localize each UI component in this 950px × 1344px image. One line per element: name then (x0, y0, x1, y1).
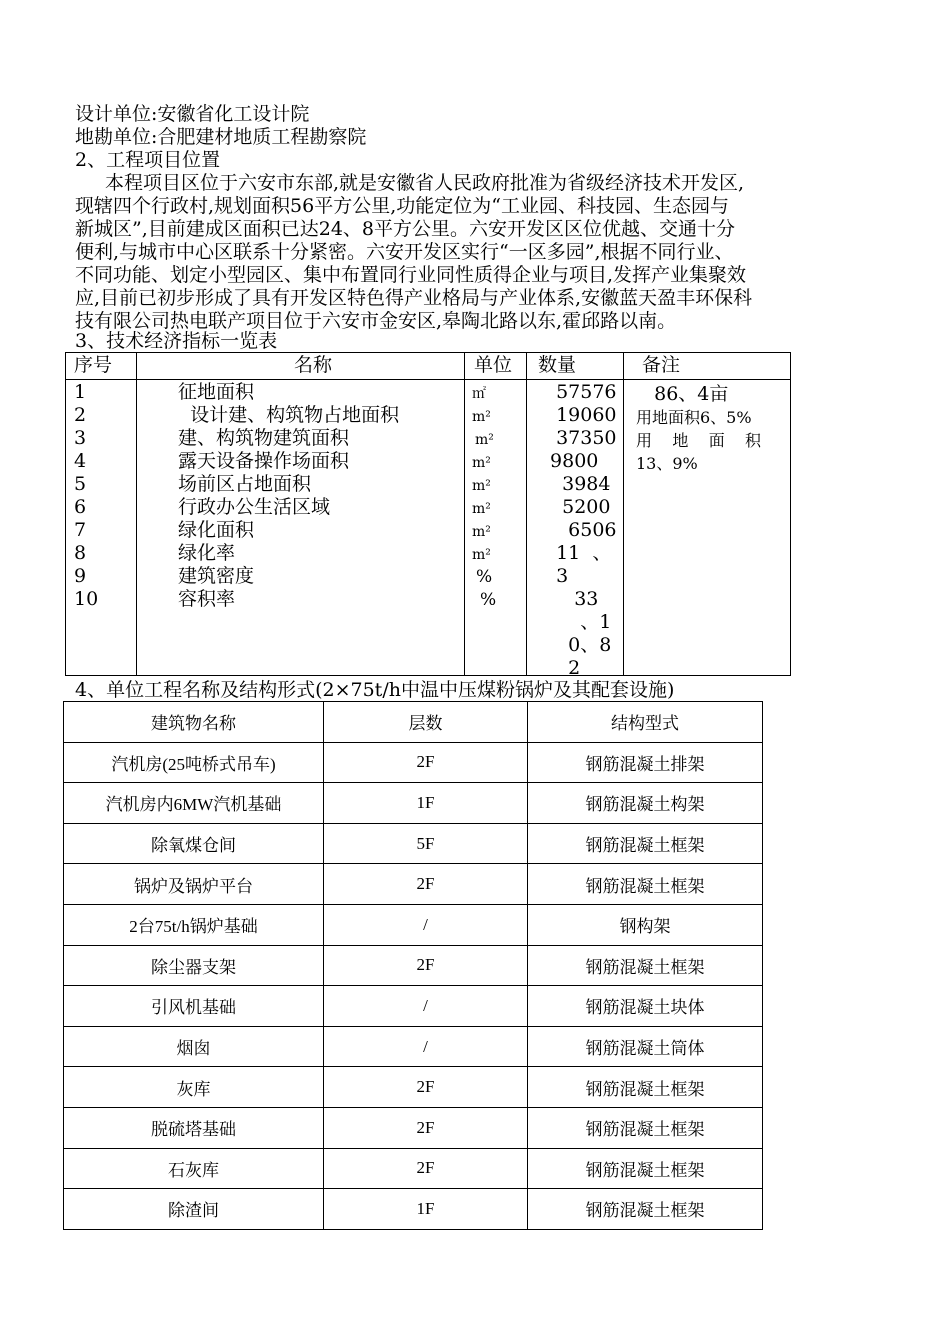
survey-unit-line: 地勘单位:合肥建材地质工程勘察院 (75, 126, 367, 148)
table-row (64, 1067, 763, 1108)
building-name-cell: 除渣间 (64, 1189, 324, 1230)
name-cell: 设计建、构筑物占地面积 (178, 404, 400, 426)
unit-cell: m² (472, 524, 491, 540)
note-line: 用 地 面 积 (636, 431, 762, 450)
name-cell: 建、构筑物建筑面积 (178, 427, 350, 449)
building-name-cell: 2台75t/h锅炉基础 (64, 904, 324, 945)
quantity-cell: 3 (544, 565, 569, 587)
structure-type-cell: 钢筋混凝土构架 (528, 783, 763, 824)
paragraph-line: 本程项目区位于六安市东部,就是安徽省人民政府批准为省级经济技术开发区, (105, 172, 745, 194)
building-name-cell: 除尘器支架 (64, 945, 324, 986)
structure-type-cell: 钢筋混凝土框架 (528, 1107, 763, 1148)
quantity-cell: 33 (544, 588, 599, 610)
building-name-cell: 锅炉及锅炉平台 (64, 864, 324, 905)
table-row (64, 783, 763, 824)
quantity-cell: 9800 (544, 450, 599, 472)
section-2-heading: 2、工程项目位置 (75, 149, 221, 171)
paragraph-line: 应,目前已初步形成了具有开发区特色得产业格局与产业体系,安徽蓝天盈丰环保科 (75, 287, 753, 309)
notes-cell (636, 383, 786, 475)
unit-cell: m² (475, 432, 494, 448)
note-line: 86、4亩 (636, 383, 729, 405)
name-cell: 露天设备操作场面积 (178, 450, 350, 472)
table-row (64, 904, 763, 945)
paragraph-line: 技有限公司热电联产项目位于六安市金安区,皋陶北路以东,霍邱路以南。 (75, 310, 677, 332)
building-name-cell: 脱硫塔基础 (64, 1107, 324, 1148)
seq-cell: 10 (74, 588, 99, 610)
name-cell: 场前区占地面积 (178, 473, 312, 495)
floors-cell: 2F (324, 1148, 528, 1189)
seq-cell: 3 (74, 427, 87, 449)
structure-type-cell: 钢筋混凝土块体 (528, 986, 763, 1027)
seq-cell: 5 (74, 473, 87, 495)
table-header-row (64, 702, 763, 743)
paragraph-line: 现辖四个行政村,规划面积56平方公里,功能定位为“工业园、科技园、生态园与 (75, 195, 729, 217)
structure-type-cell: 钢筋混凝土框架 (528, 1189, 763, 1230)
quantity-cell: 57576 (544, 381, 617, 403)
building-name-cell: 灰库 (64, 1067, 324, 1108)
name-cell: 绿化面积 (178, 519, 255, 541)
table-row (64, 1107, 763, 1148)
floors-cell: 2F (324, 1107, 528, 1148)
header-structure-type: 结构型式 (528, 702, 763, 743)
structure-type-cell: 钢筋混凝土框架 (528, 864, 763, 905)
header-name: 名称 (294, 354, 333, 376)
structure-type-cell: 钢筋混凝土框架 (528, 1067, 763, 1108)
unit-cell: % (480, 590, 497, 610)
name-cell: 建筑密度 (178, 565, 255, 587)
unit-cell: m² (472, 455, 491, 471)
design-unit-line: 设计单位:安徽省化工设计院 (75, 103, 310, 125)
unit-cell: m² (472, 501, 491, 517)
table-row (64, 986, 763, 1027)
floors-cell: 2F (324, 742, 528, 783)
name-cell: 行政办公生活区域 (178, 496, 331, 518)
unit-cell: % (476, 567, 493, 587)
name-cell: 容积率 (178, 588, 236, 610)
building-name-cell: 除氧煤仓间 (64, 823, 324, 864)
name-cell: 征地面积 (178, 381, 255, 403)
table-row (64, 1148, 763, 1189)
seq-cell: 4 (74, 450, 87, 472)
header-seq: 序号 (74, 354, 113, 376)
table-row (64, 1026, 763, 1067)
structure-type-cell: 钢筋混凝土筒体 (528, 1026, 763, 1067)
header-floors: 层数 (324, 702, 528, 743)
floors-cell: 5F (324, 823, 528, 864)
section-2-paragraph (75, 172, 881, 333)
seq-cell: 1 (74, 381, 87, 403)
floors-cell: / (324, 1026, 528, 1067)
quantity-cell: 、1 (544, 611, 612, 633)
quantity-cell: 11 、 (544, 542, 612, 564)
quantity-cell: 37350 (544, 427, 617, 449)
table-row (64, 945, 763, 986)
structure-type-cell: 钢筋混凝土排架 (528, 742, 763, 783)
table-row (64, 864, 763, 905)
floors-cell: 2F (324, 1067, 528, 1108)
quantity-cell: 6506 (544, 519, 617, 541)
seq-cell: 8 (74, 542, 87, 564)
header-building-name: 建筑物名称 (64, 702, 324, 743)
note-line: 13、9% (636, 454, 698, 473)
quantity-cell: 5200 (544, 496, 611, 518)
building-name-cell: 引风机基础 (64, 986, 324, 1027)
seq-cell: 7 (74, 519, 87, 541)
structure-type-cell: 钢筋混凝土框架 (528, 1148, 763, 1189)
floors-cell: 1F (324, 783, 528, 824)
header-quantity: 数量 (538, 354, 577, 376)
floors-cell: 2F (324, 945, 528, 986)
name-cell: 绿化率 (178, 542, 236, 564)
table-row (64, 742, 763, 783)
seq-cell: 6 (74, 496, 87, 518)
table-row (64, 823, 763, 864)
building-name-cell: 汽机房内6MW汽机基础 (64, 783, 324, 824)
floors-cell: 2F (324, 864, 528, 905)
section-4-heading: 4、单位工程名称及结构形式(2×75t/h中温中压煤粉锅炉及其配套设施) (75, 679, 675, 701)
structure-type-cell: 钢构架 (528, 904, 763, 945)
header-unit: 单位 (474, 354, 513, 376)
unit-cell: ㎡ (472, 386, 486, 402)
quantity-cell: 19060 (544, 404, 617, 426)
unit-cell: m² (472, 409, 491, 425)
table-row (64, 1189, 763, 1230)
header-note: 备注 (642, 354, 681, 376)
note-line: 用地面积6、5% (636, 408, 752, 427)
structure-type-cell: 钢筋混凝土框架 (528, 945, 763, 986)
paragraph-line: 新城区”,目前建成区面积已达24、8平方公里。六安开发区区位优越、交通十分 (75, 218, 736, 240)
quantity-cell: 3984 (544, 473, 611, 495)
building-name-cell: 烟囱 (64, 1026, 324, 1067)
seq-cell: 2 (74, 404, 87, 426)
floors-cell: / (324, 986, 528, 1027)
paragraph-line: 便利,与城市中心区联系十分紧密。六安开发区实行“一区多园”,根据不同行业、 (75, 241, 734, 263)
section-3-heading: 3、技术经济指标一览表 (75, 330, 278, 352)
floors-cell: 1F (324, 1189, 528, 1230)
unit-cell: m² (472, 547, 491, 563)
paragraph-line: 不同功能、划定小型园区、集中布置同行业同性质得企业与项目,发挥产业集聚效 (75, 264, 747, 286)
quantity-cell: 2 (544, 657, 581, 679)
building-name-cell: 汽机房(25吨桥式吊车) (64, 742, 324, 783)
seq-cell: 9 (74, 565, 87, 587)
building-name-cell: 石灰库 (64, 1148, 324, 1189)
quantity-cell: 0、8 (544, 634, 612, 656)
structure-table (63, 701, 763, 1230)
unit-cell: m² (472, 478, 491, 494)
structure-type-cell: 钢筋混凝土框架 (528, 823, 763, 864)
floors-cell: / (324, 904, 528, 945)
tech-economic-table (65, 352, 791, 679)
